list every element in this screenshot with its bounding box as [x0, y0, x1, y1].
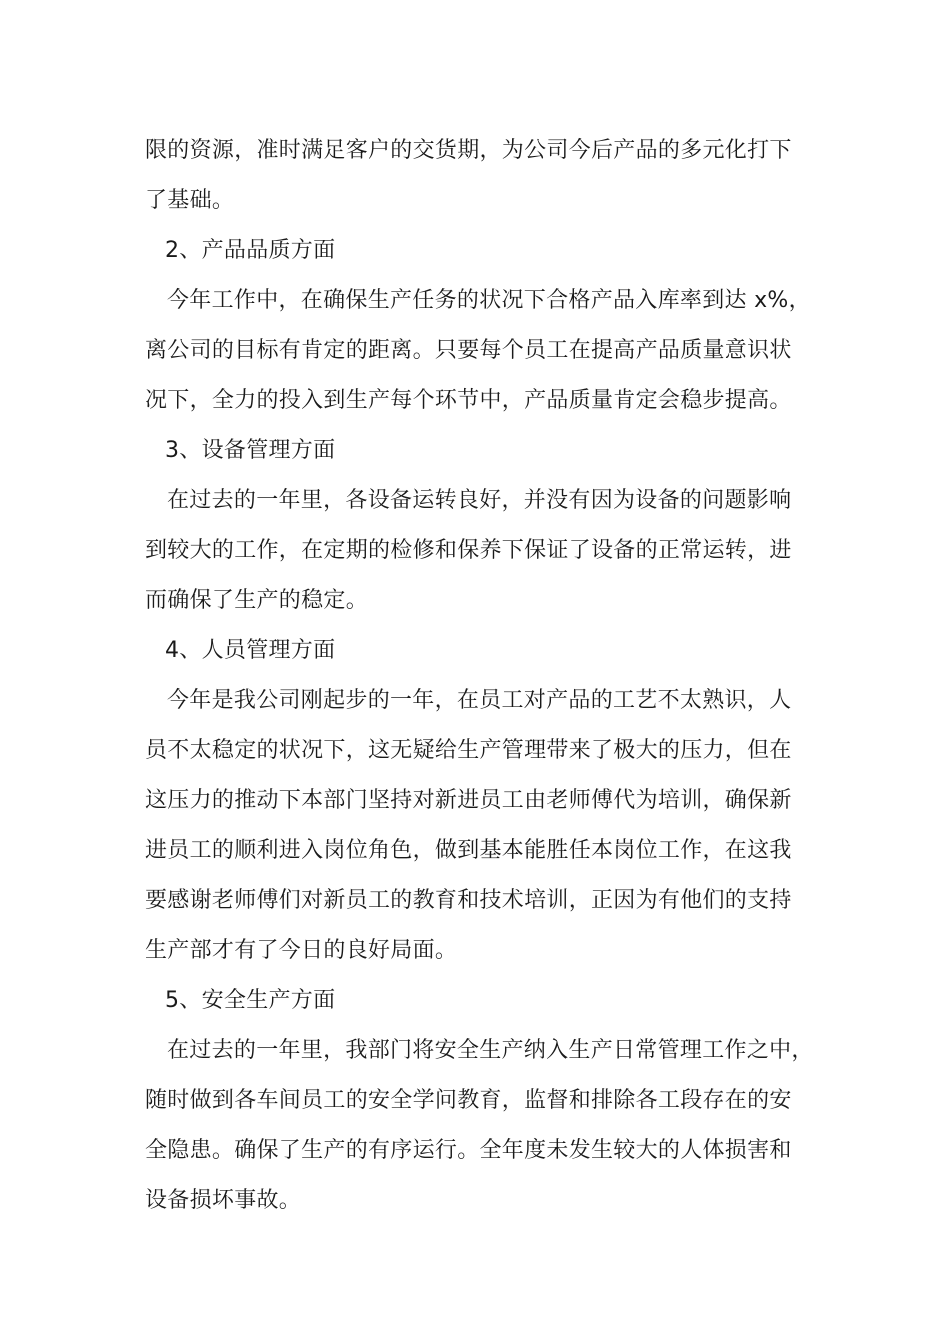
- text-line: 到较大的工作，在定期的检修和保养下保证了设备的正常运转，进: [145, 538, 792, 563]
- text-line: 而确保了生产的稳定。: [145, 588, 369, 613]
- text-line: 限的资源，准时满足客户的交货期，为公司今后产品的多元化打下: [145, 138, 792, 163]
- section-heading-equipment: 3、设备管理方面: [165, 438, 336, 463]
- document-body: [145, 126, 835, 1226]
- section-heading-safety: 5、安全生产方面: [165, 988, 336, 1013]
- paragraph-start: 今年工作中，在确保生产任务的状况下合格产品入库率到达 x%，: [167, 288, 811, 313]
- text-line: 况下，全力的投入到生产每个环节中，产品质量肯定会稳步提高。: [145, 388, 792, 413]
- paragraph-start: 在过去的一年里，我部门将安全生产纳入生产日常管理工作之中，: [167, 1038, 814, 1063]
- text-line: 员不太稳定的状况下，这无疑给生产管理带来了极大的压力，但在: [145, 738, 792, 763]
- text-line: 随时做到各车间员工的安全学问教育，监督和排除各工段存在的安: [145, 1088, 792, 1113]
- section-heading-quality: 2、产品品质方面: [165, 238, 336, 263]
- text-line: 设备损坏事故。: [145, 1188, 302, 1213]
- text-line: 生产部才有了今日的良好局面。: [145, 938, 458, 963]
- text-line: 这压力的推动下本部门坚持对新进员工由老师傅代为培训，确保新: [145, 788, 792, 813]
- section-heading-personnel: 4、人员管理方面: [165, 638, 336, 663]
- paragraph-start: 在过去的一年里，各设备运转良好，并没有因为设备的问题影响: [167, 488, 792, 513]
- paragraph-start: 今年是我公司刚起步的一年，在员工对产品的工艺不太熟识，人: [167, 688, 792, 713]
- text-line: 全隐患。确保了生产的有序运行。全年度未发生较大的人体损害和: [145, 1138, 792, 1163]
- text-line: 离公司的目标有肯定的距离。只要每个员工在提高产品质量意识状: [145, 338, 792, 363]
- text-line: 了基础。: [145, 188, 235, 213]
- text-line: 要感谢老师傅们对新员工的教育和技术培训，正因为有他们的支持: [145, 888, 792, 913]
- text-line: 进员工的顺利进入岗位角色，做到基本能胜任本岗位工作，在这我: [145, 838, 792, 863]
